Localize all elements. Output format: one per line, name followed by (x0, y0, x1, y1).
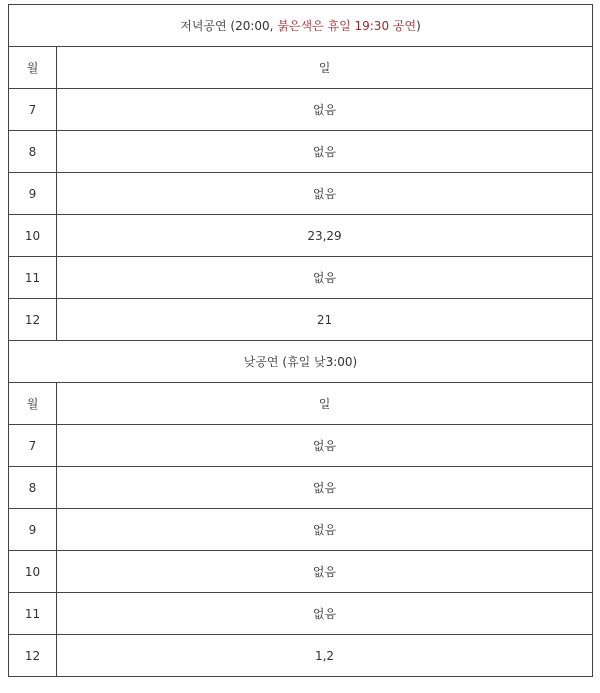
table-row (9, 173, 593, 215)
table-row (9, 425, 593, 467)
table-row (9, 257, 593, 299)
days-cell: 없음 (57, 425, 593, 467)
days-cell: 없음 (57, 131, 593, 173)
days-cell: 없음 (57, 467, 593, 509)
table-row (9, 299, 593, 341)
evening-header-row (9, 47, 593, 89)
month-cell: 12 (9, 635, 57, 677)
evening-title-prefix: 저녁공연 (20:00, (180, 18, 278, 33)
performance-schedule-table (8, 4, 593, 677)
month-cell: 11 (9, 593, 57, 635)
table-row (9, 89, 593, 131)
day-header: 일 (57, 47, 593, 89)
days-cell: 23,29 (57, 215, 593, 257)
table-row (9, 551, 593, 593)
month-cell: 9 (9, 509, 57, 551)
days-cell: 없음 (57, 257, 593, 299)
evening-section-title (9, 5, 593, 47)
month-cell: 9 (9, 173, 57, 215)
matinee-header-row (9, 383, 593, 425)
month-cell: 10 (9, 215, 57, 257)
month-header: 월 (9, 383, 57, 425)
table-row (9, 635, 593, 677)
evening-title-suffix: ) (416, 18, 421, 33)
evening-title-row (9, 5, 593, 47)
table-row (9, 509, 593, 551)
days-cell: 없음 (57, 593, 593, 635)
table-row (9, 215, 593, 257)
month-cell: 11 (9, 257, 57, 299)
days-cell: 없음 (57, 173, 593, 215)
month-cell: 8 (9, 131, 57, 173)
month-cell: 7 (9, 89, 57, 131)
holiday-note: 붉은색은 휴일 19:30 공연 (277, 18, 417, 33)
month-header: 월 (9, 47, 57, 89)
days-cell: 없음 (57, 551, 593, 593)
table-row (9, 131, 593, 173)
month-cell: 10 (9, 551, 57, 593)
day-header: 일 (57, 383, 593, 425)
matinee-title-row (9, 341, 593, 383)
days-cell: 없음 (57, 509, 593, 551)
table-row (9, 593, 593, 635)
table-row (9, 467, 593, 509)
days-cell: 없음 (57, 89, 593, 131)
days-cell: 21 (57, 299, 593, 341)
month-cell: 12 (9, 299, 57, 341)
matinee-section-title: 낮공연 (휴일 낮3:00) (9, 341, 593, 383)
days-cell: 1,2 (57, 635, 593, 677)
month-cell: 7 (9, 425, 57, 467)
month-cell: 8 (9, 467, 57, 509)
